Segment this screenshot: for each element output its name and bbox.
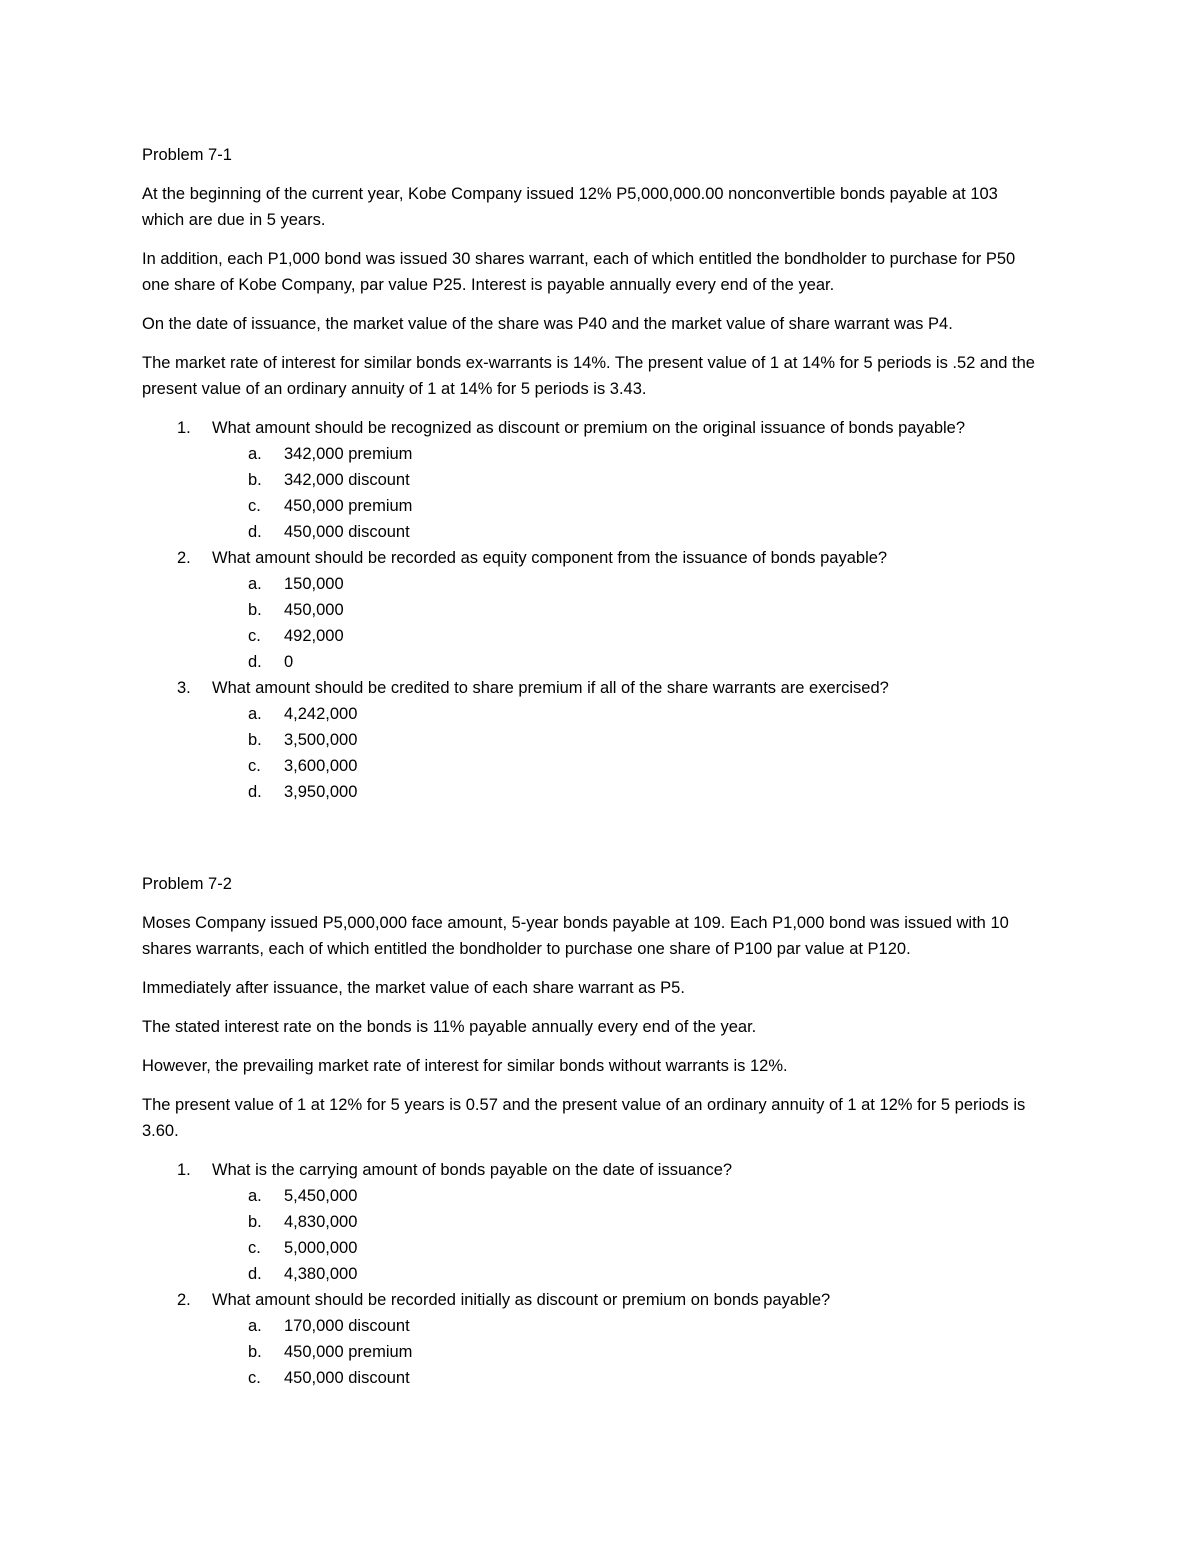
problem-title: Problem 7-1: [142, 146, 232, 164]
option-letter: c.: [248, 1369, 261, 1387]
option-text: 450,000 discount: [284, 1369, 410, 1387]
option-letter: d.: [248, 653, 262, 671]
question-item: [142, 415, 1042, 441]
problem-paragraph: The stated interest rate on the bonds is 11% payable annually every end of the year.: [142, 1018, 757, 1036]
option-letter: b.: [248, 1213, 262, 1231]
problem-7-2-section: [142, 871, 1042, 1391]
answer-option: [142, 1235, 1042, 1261]
question-item: [142, 675, 1042, 701]
option-text: 170,000 discount: [284, 1317, 410, 1335]
answer-option: [142, 701, 1042, 727]
problem-paragraph: The market rate of interest for similar bonds ex-warrants is 14%. The present value of 1 at 14% for 5 periods is .52 and the present value of an ordinary annuity of 1 at 14% for 5 periods is 3.43.: [142, 354, 1035, 398]
option-letter: c.: [248, 757, 261, 775]
option-text: 3,500,000: [284, 731, 358, 749]
option-text: 3,950,000: [284, 783, 358, 801]
problem-paragraph: However, the prevailing market rate of interest for similar bonds without warrants is 12%.: [142, 1057, 788, 1075]
answer-option: [142, 597, 1042, 623]
answer-option: [142, 1365, 1042, 1391]
question-number: 2.: [177, 1291, 191, 1309]
answer-option: [142, 1339, 1042, 1365]
question-text: What amount should be recorded initially as discount or premium on bonds payable?: [212, 1291, 831, 1309]
option-group: [142, 1183, 1042, 1287]
option-letter: d.: [248, 1265, 262, 1283]
answer-option: [142, 519, 1042, 545]
answer-option: [142, 493, 1042, 519]
answer-option: [142, 753, 1042, 779]
question-number: 1.: [177, 1161, 191, 1179]
option-letter: a.: [248, 445, 262, 463]
answer-option: [142, 779, 1042, 805]
question-item: [142, 1157, 1042, 1183]
problem-paragraph: At the beginning of the current year, Kobe Company issued 12% P5,000,000.00 nonconvertible bonds payable at 103 which are due in 5 years.: [142, 185, 998, 229]
question-text: What amount should be credited to share premium if all of the share warrants are exercised?: [212, 679, 889, 697]
question-number: 3.: [177, 679, 191, 697]
problem-paragraph: Moses Company issued P5,000,000 face amount, 5-year bonds payable at 109. Each P1,000 bond was issued with 10 shares warrants, each of which entitled the bondholder to purchase one share of P100 par value at P120.: [142, 914, 1009, 958]
option-text: 4,380,000: [284, 1265, 358, 1283]
answer-option: [142, 1209, 1042, 1235]
option-letter: d.: [248, 783, 262, 801]
question-item: [142, 1287, 1042, 1313]
option-text: 5,000,000: [284, 1239, 358, 1257]
option-letter: a.: [248, 1187, 262, 1205]
option-letter: b.: [248, 471, 262, 489]
option-letter: b.: [248, 1343, 262, 1361]
option-text: 3,600,000: [284, 757, 358, 775]
question-text: What is the carrying amount of bonds payable on the date of issuance?: [212, 1161, 733, 1179]
answer-option: [142, 441, 1042, 467]
problem-7-1-section: [142, 142, 1042, 805]
question-number: 2.: [177, 549, 191, 567]
option-letter: a.: [248, 1317, 262, 1335]
problem-paragraph: The present value of 1 at 12% for 5 years is 0.57 and the present value of an ordinary annuity of 1 at 12% for 5 periods is 3.60.: [142, 1096, 1026, 1140]
option-letter: d.: [248, 523, 262, 541]
answer-option: [142, 727, 1042, 753]
option-group: [142, 571, 1042, 675]
option-letter: b.: [248, 601, 262, 619]
option-text: 4,830,000: [284, 1213, 358, 1231]
option-letter: c.: [248, 497, 261, 515]
question-list: [142, 1157, 1042, 1391]
option-text: 5,450,000: [284, 1187, 358, 1205]
option-text: 450,000 premium: [284, 1343, 413, 1361]
option-group: [142, 701, 1042, 805]
option-text: 342,000 discount: [284, 471, 410, 489]
option-group: [142, 441, 1042, 545]
answer-option: [142, 1261, 1042, 1287]
question-text: What amount should be recognized as discount or premium on the original issuance of bonds payable?: [212, 419, 966, 437]
option-letter: c.: [248, 627, 261, 645]
question-number: 1.: [177, 419, 191, 437]
option-text: 150,000: [284, 575, 344, 593]
question-list: [142, 415, 1042, 805]
option-letter: b.: [248, 731, 262, 749]
question-text: What amount should be recorded as equity component from the issuance of bonds payable?: [212, 549, 888, 567]
problem-title: Problem 7-2: [142, 875, 232, 893]
problem-paragraph: In addition, each P1,000 bond was issued 30 shares warrant, each of which entitled the bondholder to purchase for P50 one share of Kobe Company, par value P25. Interest is payable annually every end of the year.: [142, 250, 1016, 294]
answer-option: [142, 571, 1042, 597]
answer-option: [142, 1313, 1042, 1339]
option-text: 0: [284, 653, 294, 671]
answer-option: [142, 623, 1042, 649]
option-text: 450,000 premium: [284, 497, 413, 515]
problem-paragraph: On the date of issuance, the market value of the share was P40 and the market value of share warrant was P4.: [142, 315, 953, 333]
problem-paragraph: Immediately after issuance, the market value of each share warrant as P5.: [142, 979, 685, 997]
option-group: [142, 1313, 1042, 1391]
option-letter: a.: [248, 575, 262, 593]
option-text: 450,000: [284, 601, 344, 619]
option-text: 450,000 discount: [284, 523, 410, 541]
answer-option: [142, 649, 1042, 675]
option-letter: c.: [248, 1239, 261, 1257]
question-item: [142, 545, 1042, 571]
answer-option: [142, 467, 1042, 493]
option-letter: a.: [248, 705, 262, 723]
option-text: 4,242,000: [284, 705, 358, 723]
option-text: 492,000: [284, 627, 344, 645]
answer-option: [142, 1183, 1042, 1209]
option-text: 342,000 premium: [284, 445, 413, 463]
